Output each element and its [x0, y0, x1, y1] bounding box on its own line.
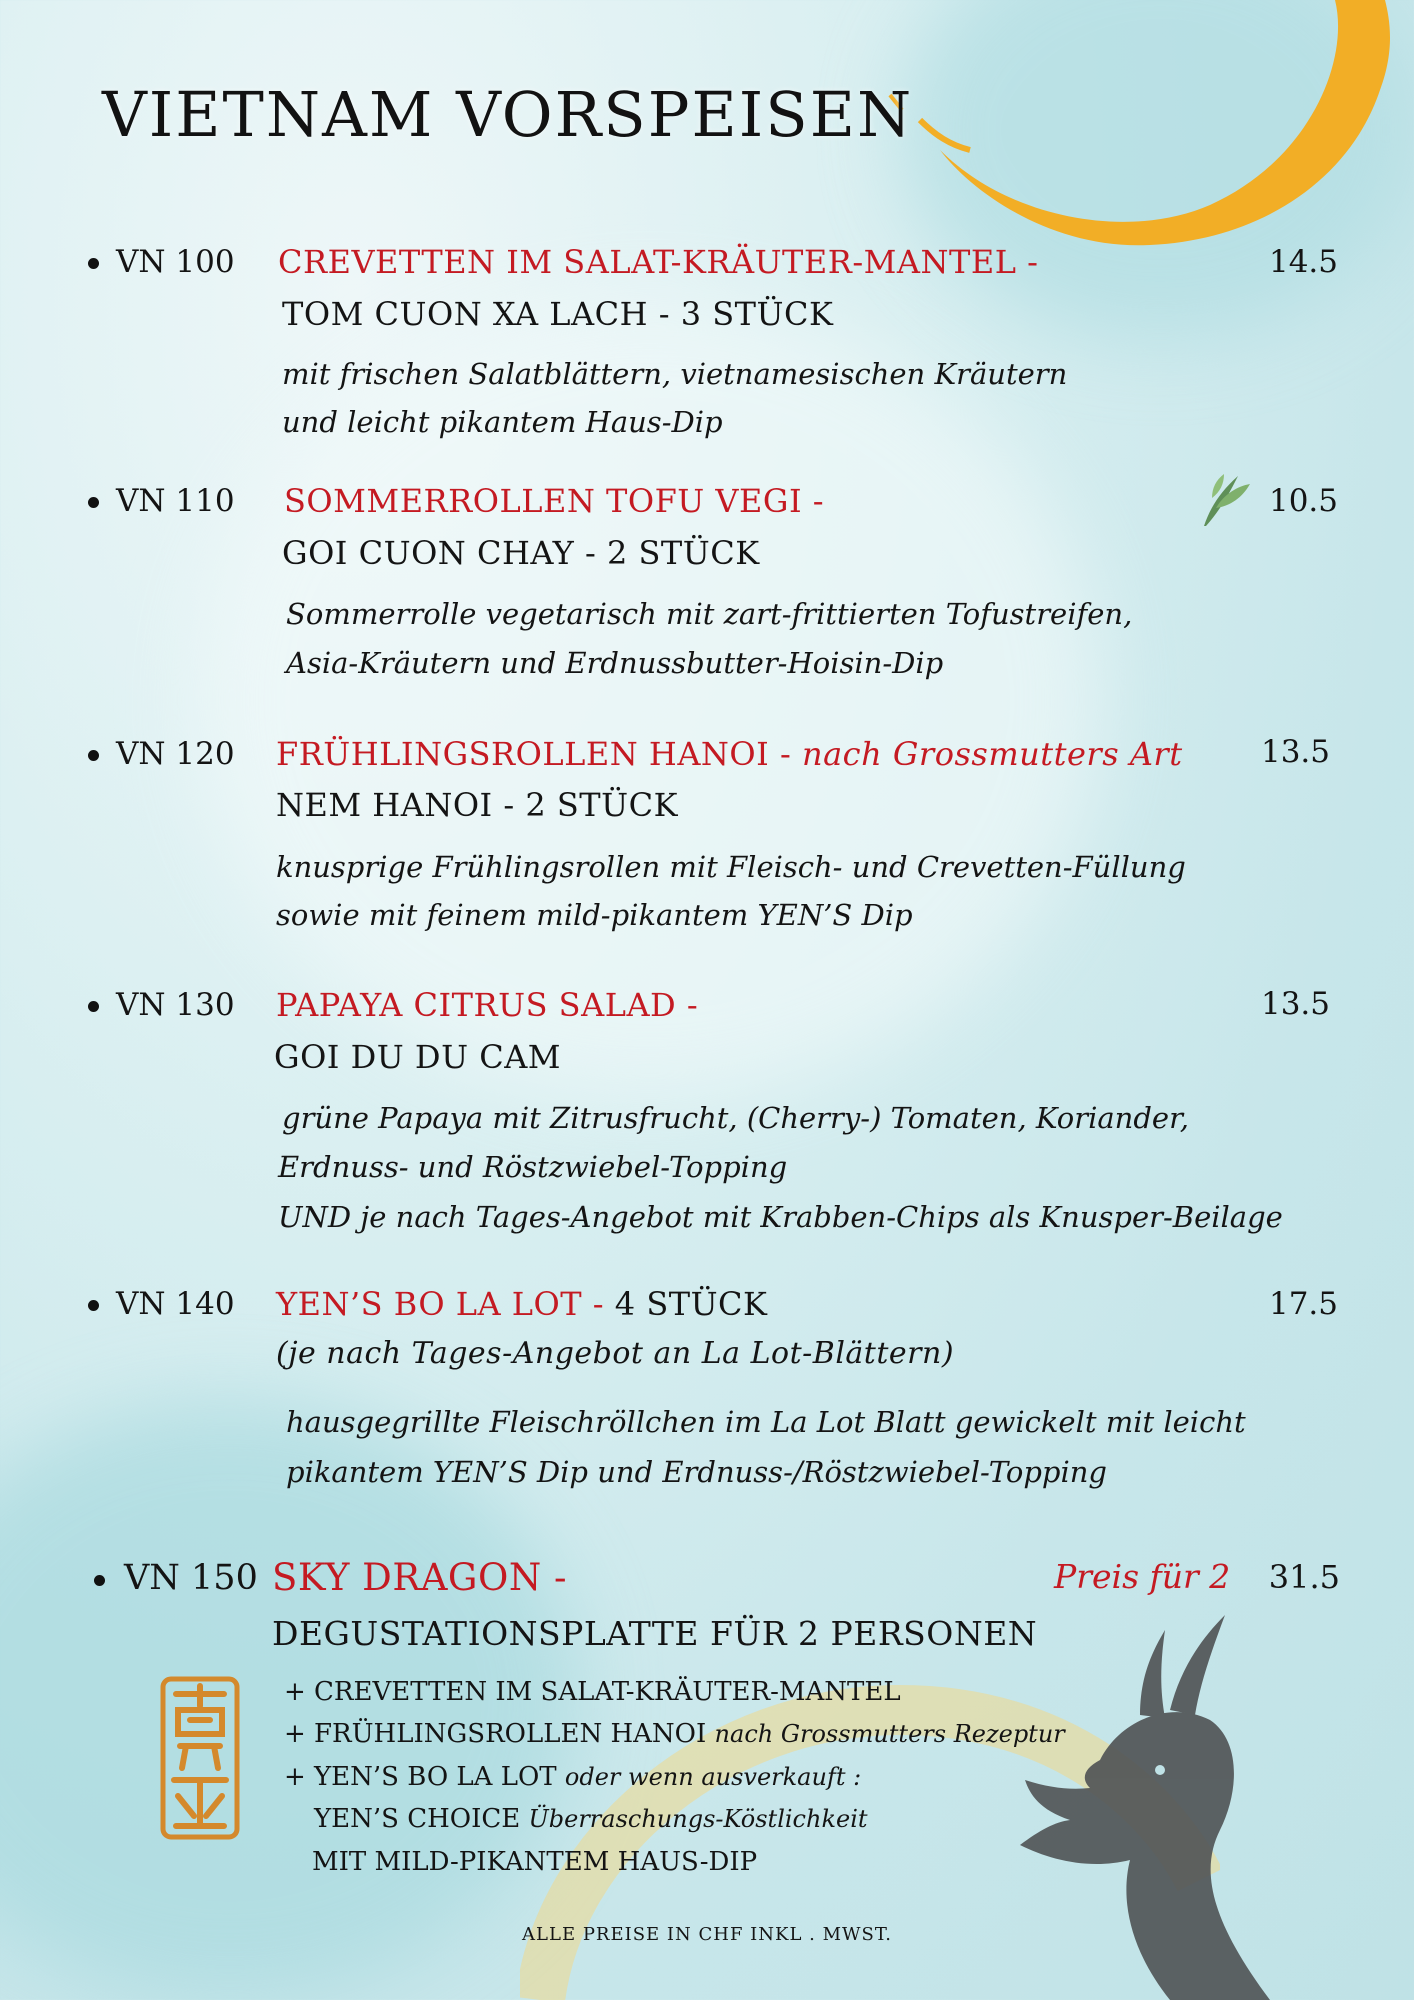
item-name-main: FRÜHLINGSROLLEN HANOI - — [276, 735, 792, 773]
item-bullet — [88, 258, 99, 269]
platter-main: FRÜHLINGSROLLEN HANOI — [314, 1719, 707, 1749]
item-name: SKY DRAGON - — [272, 1556, 567, 1599]
platter-main: YEN’S BO LA LOT — [314, 1762, 557, 1792]
orange-brush-circle — [880, 0, 1414, 260]
item-desc-line: sowie mit feinem mild-pikantem YEN’S Dip — [276, 898, 913, 932]
platter-main: CREVETTEN IM SALAT-KRÄUTER-MANTEL — [314, 1677, 901, 1707]
item-code: VN 120 — [116, 736, 235, 772]
item-subtitle: TOM CUON XA LACH - 3 STÜCK — [282, 295, 834, 333]
platter-extra: oder wenn ausverkauft : — [564, 1763, 862, 1791]
seal-stamp — [160, 1676, 240, 1840]
item-bullet — [88, 497, 99, 508]
item-subtitle: NEM HANOI - 2 STÜCK — [276, 786, 678, 824]
plus-prefix: + — [284, 1762, 306, 1792]
price-footer-note: ALLE PREISE IN CHF INKL . MWST. — [522, 1924, 892, 1945]
platter-line — [284, 1762, 861, 1792]
item-code: VN 140 — [116, 1286, 235, 1322]
item-subtitle: (je nach Tages-Angebot an La Lot-Blättern) — [276, 1336, 955, 1371]
item-name: PAPAYA CITRUS SALAD - — [276, 986, 699, 1024]
platter-line — [284, 1677, 901, 1707]
item-desc-line: Sommerrolle vegetarisch mit zart-frittierten Tofustreifen, — [286, 597, 1133, 631]
plus-prefix: + — [284, 1677, 306, 1707]
item-price: 17.5 — [1268, 1286, 1338, 1322]
item-name: CREVETTEN IM SALAT-KRÄUTER-MANTEL - — [278, 243, 1039, 281]
item-price: 10.5 — [1268, 483, 1338, 519]
item-price: 13.5 — [1260, 986, 1330, 1022]
platter-line — [284, 1719, 1065, 1749]
item-code: VN 100 — [116, 244, 235, 280]
item-desc-line: pikantem YEN’S Dip und Erdnuss-/Röstzwiebel-Topping — [286, 1455, 1107, 1489]
item-bullet — [88, 1001, 99, 1012]
item-desc-line: mit frischen Salatblättern, vietnamesischen Kräutern — [282, 357, 1068, 391]
item-desc-line: grüne Papaya mit Zitrusfrucht, (Cherry-) Tomaten, Koriander, — [282, 1101, 1189, 1135]
item-desc-line: UND je nach Tages-Angebot mit Krabben-Chips als Knusper-Beilage — [278, 1200, 1283, 1234]
item-price: 13.5 — [1260, 734, 1330, 770]
item-desc-line: knusprige Frühlingsrollen mit Fleisch- und Crevetten-Füllung — [276, 850, 1186, 884]
item-code: VN 110 — [116, 483, 235, 519]
item-name — [276, 1285, 767, 1323]
platter-line — [314, 1804, 868, 1834]
item-desc-line: und leicht pikantem Haus-Dip — [282, 405, 723, 439]
platter-extra: Überraschungs-Köstlichkeit — [528, 1805, 868, 1833]
page-title: VIETNAM VORSPEISEN — [102, 78, 914, 151]
item-code: VN 130 — [116, 987, 235, 1023]
item-bullet — [88, 750, 99, 761]
platter-main: YEN’S CHOICE — [314, 1804, 521, 1834]
item-bullet — [88, 1300, 99, 1311]
item-subtitle: DEGUSTATIONSPLATTE FÜR 2 PERSONEN — [272, 1614, 1038, 1653]
leaf-icon — [1198, 468, 1254, 530]
item-bullet — [94, 1575, 105, 1586]
price-note: Preis für 2 — [1054, 1557, 1231, 1596]
item-price: 14.5 — [1268, 244, 1338, 280]
item-name-main: YEN’S BO LA LOT - — [276, 1285, 605, 1323]
item-name — [276, 735, 1183, 773]
item-subtitle: GOI DU DU CAM — [274, 1038, 562, 1076]
item-desc-line: hausgegrillte Fleischröllchen im La Lot Blatt gewickelt mit leicht — [286, 1405, 1246, 1439]
platter-main: MIT MILD-PIKANTEM HAUS-DIP — [312, 1847, 758, 1877]
item-name: SOMMERROLLEN TOFU VEGI - — [284, 482, 825, 520]
platter-line — [312, 1847, 757, 1877]
plus-prefix: + — [284, 1719, 306, 1749]
item-name-suffix: 4 STÜCK — [614, 1285, 768, 1323]
platter-extra: nach Grossmutters Rezeptur — [714, 1720, 1065, 1748]
item-desc-line: Erdnuss- und Röstzwiebel-Topping — [278, 1150, 788, 1184]
item-name-suffix: nach Grossmutters Art — [801, 735, 1183, 773]
item-subtitle: GOI CUON CHAY - 2 STÜCK — [282, 534, 760, 572]
item-desc-line: Asia-Kräutern und Erdnussbutter-Hoisin-Dip — [286, 646, 944, 680]
item-code: VN 150 — [124, 1558, 258, 1598]
item-price: 31.5 — [1268, 1558, 1340, 1596]
